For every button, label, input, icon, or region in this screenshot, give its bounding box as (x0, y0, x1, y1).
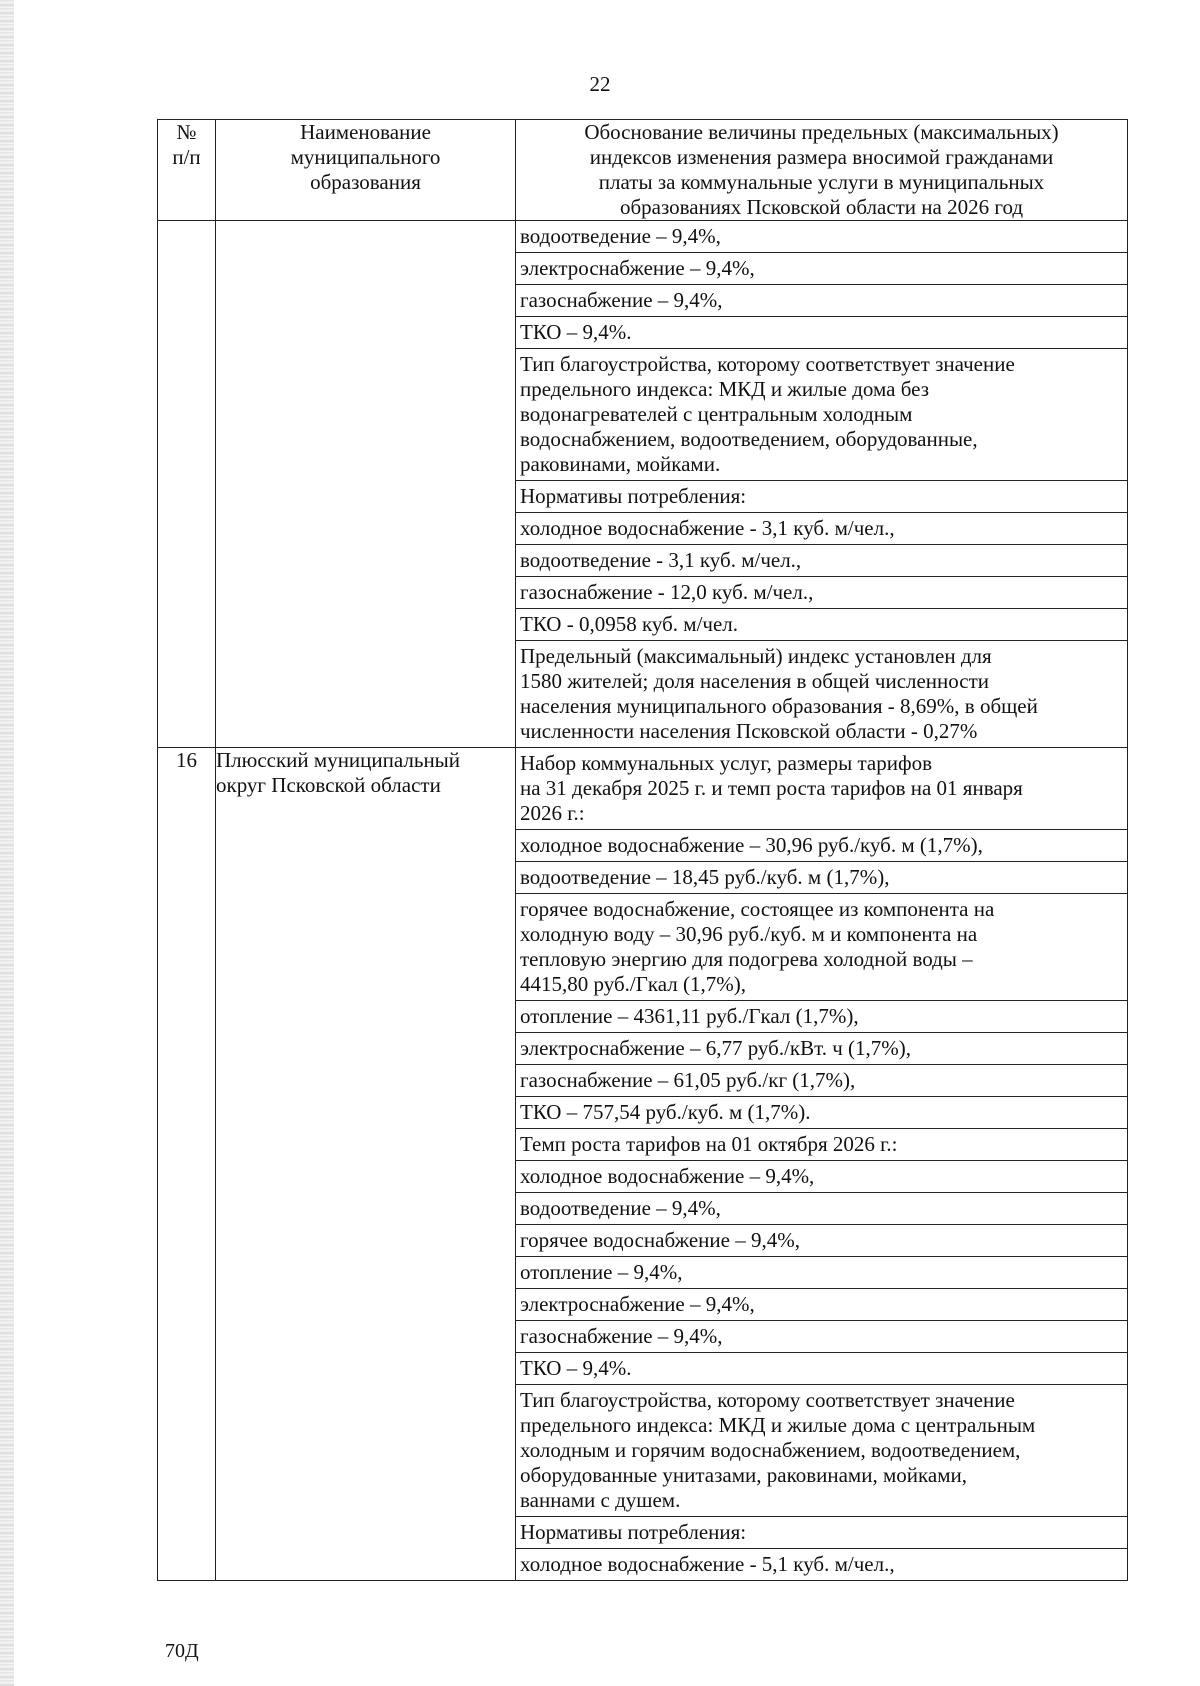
basis-line: холодное водоснабжение - 5,1 куб. м/чел., (520, 1552, 895, 1576)
basis-line: населения муниципального образования - 8,69%, в общей (520, 694, 1038, 718)
basis-paragraph (516, 1321, 1127, 1353)
basis-line: оборудованные унитазами, раковинами, мойками, (520, 1463, 967, 1487)
basis-paragraph (516, 253, 1127, 285)
basis-paragraph (516, 1001, 1127, 1033)
basis-line: водоотведение – 9,4%, (520, 1196, 721, 1220)
header-name: Наименование муниципального образования (216, 120, 516, 221)
scan-edge (0, 0, 14, 1686)
basis-line: газоснабжение – 61,05 руб./кг (1,7%), (520, 1068, 856, 1092)
basis-line: электроснабжение – 6,77 руб./кВт. ч (1,7%), (520, 1036, 912, 1060)
basis-line: ТКО – 9,4%. (520, 1356, 632, 1380)
basis-line: электроснабжение – 9,4%, (520, 256, 755, 280)
basis-line: холодным и горячим водоснабжением, водоотведением, (520, 1438, 1021, 1462)
page-number: 22 (589, 72, 611, 96)
table-header-row (158, 120, 1128, 221)
basis-line: газоснабжение - 12,0 куб. м/чел., (520, 580, 814, 604)
basis-line: Тип благоустройства, которому соответствует значение (520, 1388, 1015, 1412)
basis-paragraph (516, 545, 1127, 577)
basis-paragraph (516, 285, 1127, 317)
basis-paragraph (516, 1097, 1127, 1129)
row-number: 16 (158, 748, 216, 1581)
basis-line: Нормативы потребления: (520, 484, 747, 508)
basis-line: холодное водоснабжение - 3,1 куб. м/чел., (520, 516, 895, 540)
basis-line: численности населения Псковской области - 0,27% (520, 719, 978, 743)
basis-line: ТКО – 757,54 руб./куб. м (1,7%). (520, 1100, 811, 1124)
basis-paragraph (516, 1289, 1127, 1321)
municipality-name-line: округ Псковской области (216, 773, 441, 797)
footer-code: 70Д (165, 1640, 199, 1662)
basis-line: холодное водоснабжение – 30,96 руб./куб. м (1,7%), (520, 833, 983, 857)
basis-line: ТКО - 0,0958 куб. м/чел. (520, 612, 739, 636)
basis-cell (516, 221, 1128, 748)
basis-line: отопление – 4361,11 руб./Гкал (1,7%), (520, 1004, 859, 1028)
basis-line: водоотведение – 9,4%, (520, 224, 721, 248)
basis-line: холодную воду – 30,96 руб./куб. м и компонента на (520, 922, 978, 946)
basis-line: раковинами, мойками. (520, 452, 721, 476)
basis-paragraph (516, 513, 1127, 545)
basis-paragraph (516, 894, 1127, 1001)
basis-line: Предельный (максимальный) индекс установлен для (520, 644, 992, 668)
basis-line: водоотведение - 3,1 куб. м/чел., (520, 548, 802, 572)
table-row (158, 748, 1128, 1581)
basis-paragraph (516, 1033, 1127, 1065)
basis-paragraph (516, 641, 1127, 747)
basis-line: тепловую энергию для подогрева холодной воды – (520, 947, 973, 971)
basis-paragraph (516, 1353, 1127, 1385)
tariff-table (157, 119, 1128, 1581)
basis-paragraph (516, 830, 1127, 862)
basis-line: на 31 декабря 2025 г. и темп роста тарифов на 01 января (520, 776, 1023, 800)
basis-line: предельного индекса: МКД и жилые дома без (520, 377, 929, 401)
basis-line: холодное водоснабжение – 9,4%, (520, 1164, 815, 1188)
basis-paragraph (516, 349, 1127, 481)
basis-line: предельного индекса: МКД и жилые дома с центральным (520, 1413, 1036, 1437)
municipality-name-line: Плюсский муниципальный (216, 748, 461, 772)
table-row (158, 221, 1128, 748)
basis-line: 2026 г.: (520, 801, 585, 825)
basis-line: 4415,80 руб./Гкал (1,7%), (520, 972, 746, 996)
basis-line: ТКО – 9,4%. (520, 320, 632, 344)
basis-paragraph (516, 1065, 1127, 1097)
basis-paragraph (516, 1129, 1127, 1161)
basis-paragraph (516, 317, 1127, 349)
basis-paragraph (516, 1193, 1127, 1225)
row-number (158, 221, 216, 748)
basis-paragraph (516, 221, 1127, 253)
basis-paragraph (516, 609, 1127, 641)
basis-line: Набор коммунальных услуг, размеры тарифов (520, 751, 932, 775)
basis-line: 1580 жителей; доля населения в общей численности (520, 669, 990, 693)
basis-line: Темп роста тарифов на 01 октября 2026 г.: (520, 1132, 898, 1156)
basis-line: Нормативы потребления: (520, 1520, 747, 1544)
basis-line: ваннами с душем. (520, 1488, 681, 1512)
basis-line: водонагревателей с центральным холодным (520, 402, 913, 426)
basis-paragraph (516, 1225, 1127, 1257)
basis-cell (516, 748, 1128, 1581)
basis-line: водоотведение – 18,45 руб./куб. м (1,7%), (520, 865, 890, 889)
basis-line: Тип благоустройства, которому соответствует значение (520, 352, 1015, 376)
basis-line: горячее водоснабжение, состоящее из компонента на (520, 897, 995, 921)
header-basis: Обоснование величины предельных (максимальных) индексов изменения размера вносимой гражданами платы за коммунальные услуги в муниципальных образованиях Псковской области на 2026 год (516, 120, 1128, 221)
basis-line: электроснабжение – 9,4%, (520, 1292, 755, 1316)
header-num: № п/п (158, 120, 216, 221)
basis-paragraph (516, 1161, 1127, 1193)
basis-line: горячее водоснабжение – 9,4%, (520, 1228, 800, 1252)
municipality-name (216, 221, 516, 748)
basis-paragraph (516, 748, 1127, 830)
basis-line: газоснабжение – 9,4%, (520, 1324, 723, 1348)
basis-paragraph (516, 1257, 1127, 1289)
basis-paragraph (516, 481, 1127, 513)
basis-line: газоснабжение – 9,4%, (520, 288, 723, 312)
basis-paragraph (516, 1517, 1127, 1549)
basis-line: водоснабжением, водоотведением, оборудованные, (520, 427, 978, 451)
basis-paragraph (516, 577, 1127, 609)
basis-line: отопление – 9,4%, (520, 1260, 683, 1284)
basis-paragraph (516, 862, 1127, 894)
municipality-name (216, 748, 516, 1581)
basis-paragraph (516, 1549, 1127, 1580)
basis-paragraph (516, 1385, 1127, 1517)
